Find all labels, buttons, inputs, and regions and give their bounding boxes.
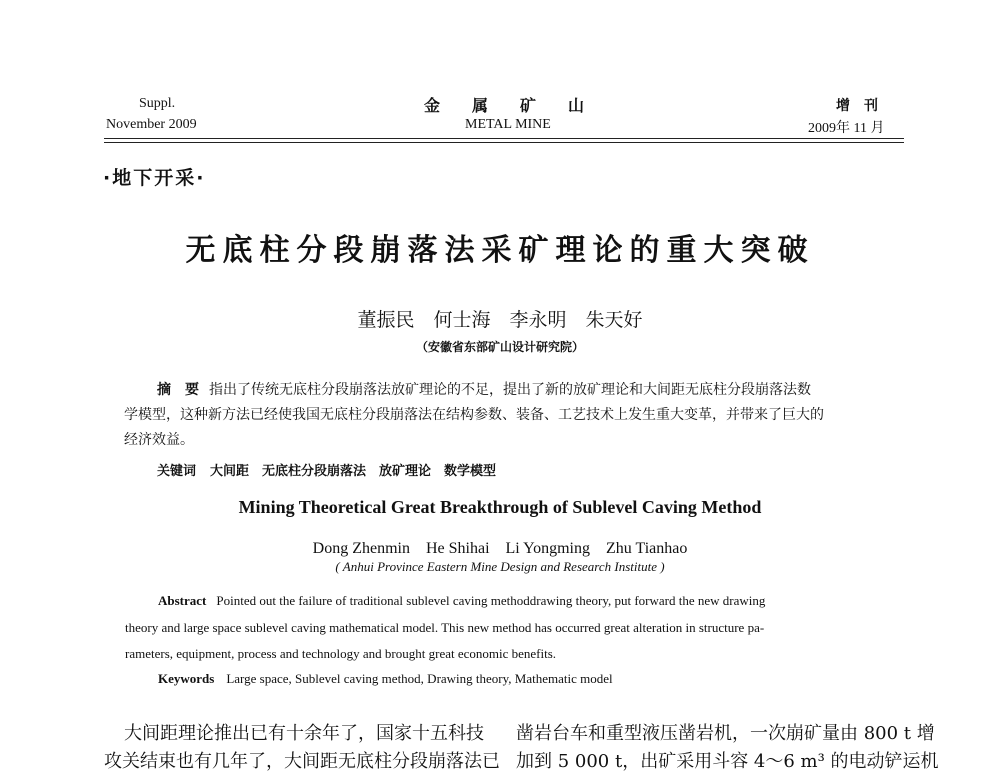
keywords-cn — [157, 460, 496, 479]
abstract-en-label: Abstract — [158, 593, 207, 608]
body-right-line2: 加到 5 000 t，出矿采用斗容 4～6 m³ 的电动铲运机 — [516, 751, 939, 772]
header-rule-top — [104, 138, 904, 139]
authors-cn: 董振民 何士海 李永明 朱天好 — [357, 309, 643, 331]
abstract-cn-text1: 指出了传统无底柱分段崩落法放矿理论的不足，提出了新的放矿理论和大间距无底柱分段崩落法数 — [209, 382, 811, 398]
header-journal-cn: 金 属 矿 山 — [424, 96, 585, 115]
body-left-line2: 攻关结束也有几年了，大间距无底柱分段崩落法已 — [104, 751, 500, 772]
section-tag: ·地下开采· — [103, 167, 206, 189]
abstract-en-line3: rameters, equipment, process and technology and brought great economic benefits. — [125, 646, 557, 661]
paper-title-cn: 无底柱分段崩落法采矿理论的重大突破 — [185, 233, 815, 268]
body-right-line1: 凿岩台车和重型液压凿岩机，一次崩矿量由 800 t 增 — [516, 723, 935, 744]
header-suppl: Suppl. — [139, 96, 176, 111]
abstract-en-line2: theory and large space sublevel caving mathematical model. This new method has occurred great alteration in structure pa- — [125, 620, 765, 635]
affiliation-cn: （安徽省东部矿山设计研究院） — [415, 340, 584, 354]
keywords-cn-text: 大间距 无底柱分段崩落法 放矿理论 数学模型 — [210, 464, 497, 479]
header-date-en: November 2009 — [106, 117, 197, 132]
keywords-en-label: Keywords — [158, 671, 215, 686]
keywords-en — [158, 671, 613, 687]
body-left-line1: 大间距理论推出已有十余年了，国家十五科技 — [124, 723, 484, 744]
keywords-cn-label: 关键词 — [157, 464, 197, 479]
abstract-en-text1: Pointed out the failure of traditional sublevel caving methoddrawing theory, put forward the new drawing — [216, 593, 766, 608]
abstract-en-line1 — [158, 593, 765, 609]
affiliation-en: ( Anhui Province Eastern Mine Design and Research Institute ) — [335, 559, 665, 574]
abstract-cn-line3: 经济效益。 — [124, 432, 194, 448]
header-suppl-cn: 增 刊 — [836, 98, 878, 114]
keywords-en-text: Large space, Sublevel caving method, Drawing theory, Mathematic model — [226, 671, 613, 686]
header-rule-bottom — [104, 142, 904, 143]
paper-title-en: Mining Theoretical Great Breakthrough of Sublevel Caving Method — [238, 497, 762, 517]
header-date-cn: 2009年 11 月 — [808, 121, 885, 136]
authors-en: Dong Zhenmin He Shihai Li Yongming Zhu Tianhao — [312, 540, 688, 557]
abstract-cn-label: 摘 要 — [157, 382, 199, 398]
abstract-cn-line2: 学模型，这种新方法已经使我国无底柱分段崩落法在结构参数、装备、工艺技术上发生重大变革，并带来了巨大的 — [124, 407, 824, 423]
abstract-cn-line1 — [157, 378, 811, 403]
header-journal-en: METAL MINE — [465, 117, 551, 132]
